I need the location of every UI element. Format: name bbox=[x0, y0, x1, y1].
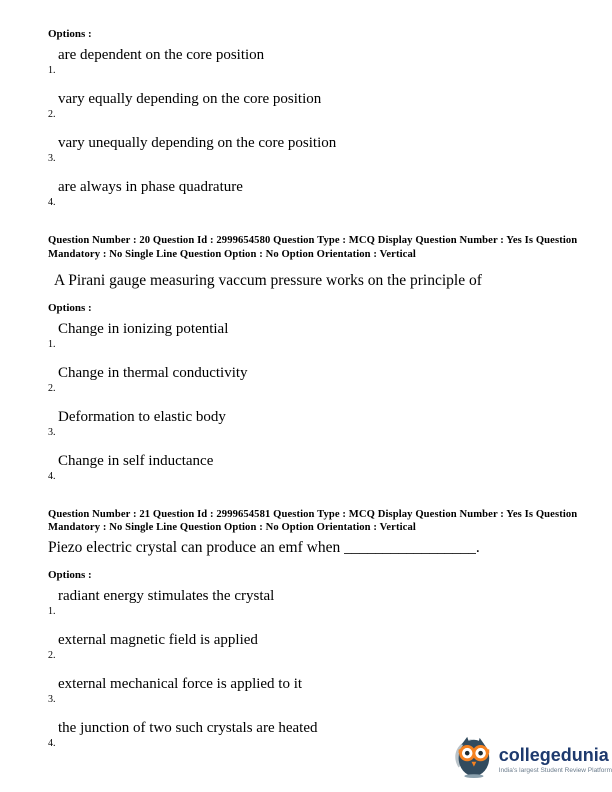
question-meta-header: Question Number : 21 Question Id : 2999654581 Question Type : MCQ Display Question Number : Yes Is Question Mandatory : No Single Line Question Option : No Option Orientation : Vertical bbox=[48, 508, 578, 534]
owl-mascot-icon bbox=[449, 735, 495, 784]
question-block-20 bbox=[48, 234, 578, 482]
brand-logo bbox=[449, 735, 612, 784]
option-item bbox=[48, 134, 578, 164]
option-text: vary equally depending on the core position bbox=[58, 91, 322, 107]
option-text: external magnetic field is applied bbox=[58, 632, 258, 649]
option-item bbox=[48, 631, 578, 661]
option-text: Change in thermal conductivity bbox=[58, 364, 248, 381]
option-number: 2. bbox=[48, 650, 56, 662]
options-label: Options : bbox=[48, 28, 92, 40]
option-item bbox=[48, 675, 578, 705]
option-number: 3. bbox=[48, 153, 56, 164]
brand-text bbox=[499, 746, 612, 774]
option-item bbox=[48, 452, 578, 482]
option-number: 2. bbox=[48, 382, 56, 394]
option-text: are always in phase quadrature bbox=[58, 179, 243, 195]
question-meta-header: Question Number : 20 Question Id : 2999654580 Question Type : MCQ Display Question Number : Yes Is Question Mandatory : No Single Line Question Option : No Option Orientation : Vertical bbox=[48, 235, 578, 260]
options-label: Options : bbox=[48, 569, 92, 582]
option-text: Change in self inductance bbox=[58, 452, 214, 469]
option-text: vary unequally depending on the core position bbox=[58, 135, 337, 151]
option-number: 1. bbox=[48, 606, 56, 618]
option-text: the junction of two such crystals are heated bbox=[58, 720, 318, 737]
question-text: A Pirani gauge measuring vaccum pressure works on the principle of bbox=[54, 271, 482, 289]
option-number: 2. bbox=[48, 109, 56, 120]
option-number: 4. bbox=[48, 738, 56, 750]
brand-tagline: India's largest Student Review Platform bbox=[498, 766, 612, 774]
option-text: radiant energy stimulates the crystal bbox=[58, 588, 275, 605]
option-item bbox=[48, 587, 578, 617]
question-text: Piezo electric crystal can produce an emf when _________________. bbox=[48, 539, 480, 557]
option-number: 3. bbox=[48, 694, 56, 706]
option-number: 1. bbox=[48, 338, 56, 350]
option-item bbox=[48, 320, 578, 350]
option-number: 4. bbox=[48, 197, 56, 208]
question-block-21 bbox=[48, 508, 578, 750]
option-text: external mechanical force is applied to it bbox=[58, 676, 303, 693]
option-number: 3. bbox=[48, 426, 56, 438]
option-item bbox=[48, 408, 578, 438]
option-number: 1. bbox=[48, 65, 56, 76]
option-text: are dependent on the core position bbox=[58, 47, 265, 63]
option-item bbox=[48, 90, 578, 120]
option-text: Change in ionizing potential bbox=[58, 320, 229, 337]
option-number: 4. bbox=[48, 470, 56, 482]
brand-name: collegedunia bbox=[498, 744, 609, 765]
option-item bbox=[48, 46, 578, 76]
option-item bbox=[48, 364, 578, 394]
option-item bbox=[48, 178, 578, 208]
options-label: Options : bbox=[48, 301, 92, 314]
option-text: Deformation to elastic body bbox=[58, 408, 226, 425]
